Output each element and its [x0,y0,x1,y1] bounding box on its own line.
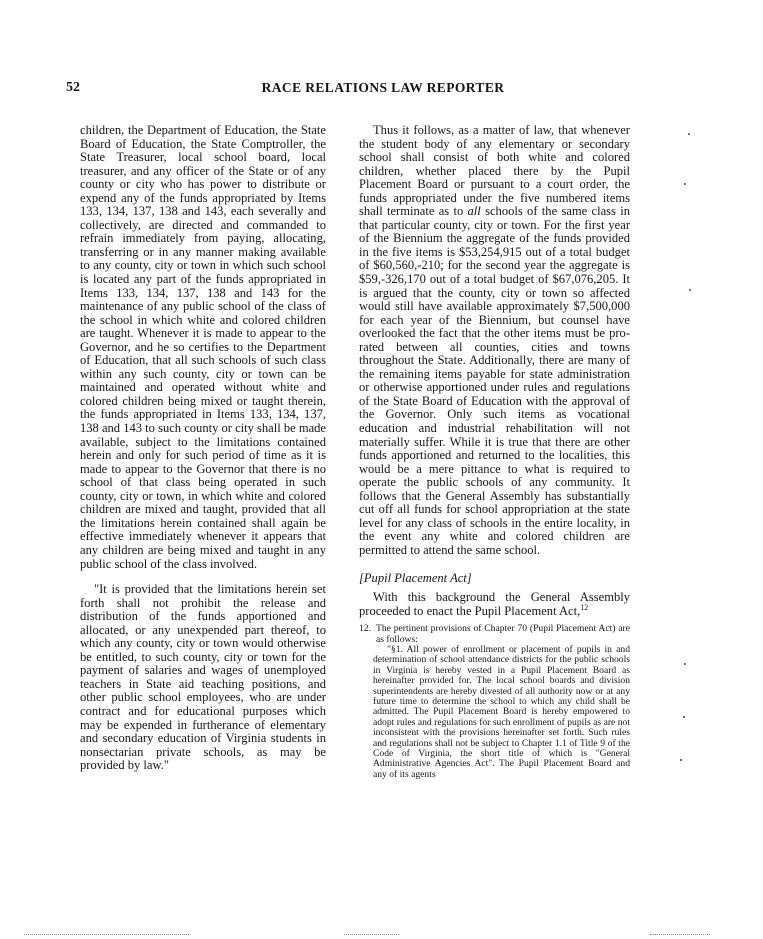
scan-speck [680,759,682,761]
left-paragraph-2: "It is provided that the limitations herein set forth shall not prohibit the release and distribution of the funds apportioned and allocated, or any unexpended part thereof, to which any county, city or town would otherwise be entitled, to such county, city or town for the payment of salaries and wages of unemployed teachers in State aid teaching positions, and other public school employees, who are under contract and for educational purposes which may be expended in furtherance of elementary and secondary education of Virginia students in nonsectarian private schools, as may be provided by law." [80,582,326,773]
footnote-12 [359,624,630,780]
running-header [66,80,700,98]
right-paragraph-2 [359,591,630,618]
section-heading: [Pupil Placement Act] [359,570,472,585]
right-paragraph-1 [359,124,630,558]
footnote-quote: "§1. All power of enrollment or placement of pupils in and determination of school attendance districts for the public schools in Virginia is hereby vested in a Pupil Placement Board as hereinafter provided for. The local school boards and division superintendents are hereby divested of all authority now or at any future time to determine the school to which any child shall be admitted. The Pupil Placement Board is hereby empowered to adopt rules and regulations for such enrollment of pupils as are not inconsistent with the provisions hereinafter set forth. Such rules and regulations shall not be subject to Chapter 1.1 of Title 9 of the Code of Virginia, the short title of which is "General Administrative Agencies Act". The Pupil Placement Board and any of its agents [373,643,630,780]
scan-speck [684,183,686,185]
footnote-reference: 12 [580,602,589,612]
scan-edge-mark [344,934,399,936]
right-paragraph-1-part-a: Thus it follows, as a matter of law, that whenever the student body of any elementary or secondary school shall consist of both white and colored children, whether placed there by the Pupil Placement Board or pursuant to a court order, the funds appropriated under the five numbered items shall terminate as to [359,123,630,219]
right-column [359,124,630,780]
scan-speck [683,716,685,718]
journal-title: RACE RELATIONS LAW REPORTER [261,80,505,95]
right-paragraph-2-text: With this background the General Assembly proceeded to enact the Pupil Placement Act, [359,590,630,618]
left-column [80,124,326,773]
footnote-number: 12. [359,623,371,635]
scan-edge-mark [650,934,710,936]
scan-speck [689,289,691,291]
scan-speck [688,133,690,135]
scan-edge-mark [24,934,189,936]
emphasis-all: all [467,204,481,219]
page-number: 52 [66,80,80,95]
left-paragraph-1: children, the Department of Education, the State Board of Education, the State Comptroller, the State Treasurer, local school board, local treasurer, and any officer of the State or of any county or city who has power to distribute or expend any of the funds appropriated by Items 133, 134, 137, 138 and 143, each severally and collectively, are directed and commanded to refrain immediately from paying, allocating, transferring or in any manner making available to any county, city or town in which such school is located any part of the funds appropriated in Items 133, 134, 137, 138 and 143 for the maintenance of any public school of the class of the school in which white and colored children are taught. Whenever it is made to appear to the Governor, and he so certifies to the Department of Education, that all such schools of such class within any such county, city or town can be maintained and operated without white and colored children being mixed or taught therein, the funds appropriated in Items 133, 134, 137, 138 and 143 to such county or city shall be made available, subject to the limitations contained herein and only for such period of time as it is made to appear to the Governor that there is no school of that class being operated in such county, city or town, in which white and colored children are mixed and taught, provided that all the limitations herein contained shall again be effective immediately whenever it appears that any children are being mixed and taught in any public school of the class involved. [80,123,327,571]
right-paragraph-1-part-b: schools of the same class in that particular county, city or town. For the first year of the Biennium the aggregate of the funds provided in the five items is $53,254,915 out of a total budget of $60,560,-210; for the second year the aggregate is $59,-326,170 out of a total budget of $67,076,205. It is argued that the county, city or town so affected would still have available approximately $7,500,000 for each year of the Biennium, but counsel have overlooked the fact that the other items must be pro-rated between all counties, cities and towns throughout the State. Additionally, there are many of the remaining items payable for state administration or otherwise apportioned under rules and regulations of the State Board of Education with the approval of the Governor. Only such items as vocational education and industrial rehabilitation will not materially suffer. While it is true that there are other funds apportioned and returned to the localities, this would be a mere pittance to what is required to operate the public schools of any community. It follows that the General Assembly has substantially cut off all funds for school appropriation at the state level for any class of schools in the entire locality, in the event any white and colored children are permitted to attend the same school. [359,204,630,557]
scan-speck [684,663,686,665]
footnote-intro: The pertinent provisions of Chapter 70 (Pupil Placement Act) are as follows: [376,623,630,645]
